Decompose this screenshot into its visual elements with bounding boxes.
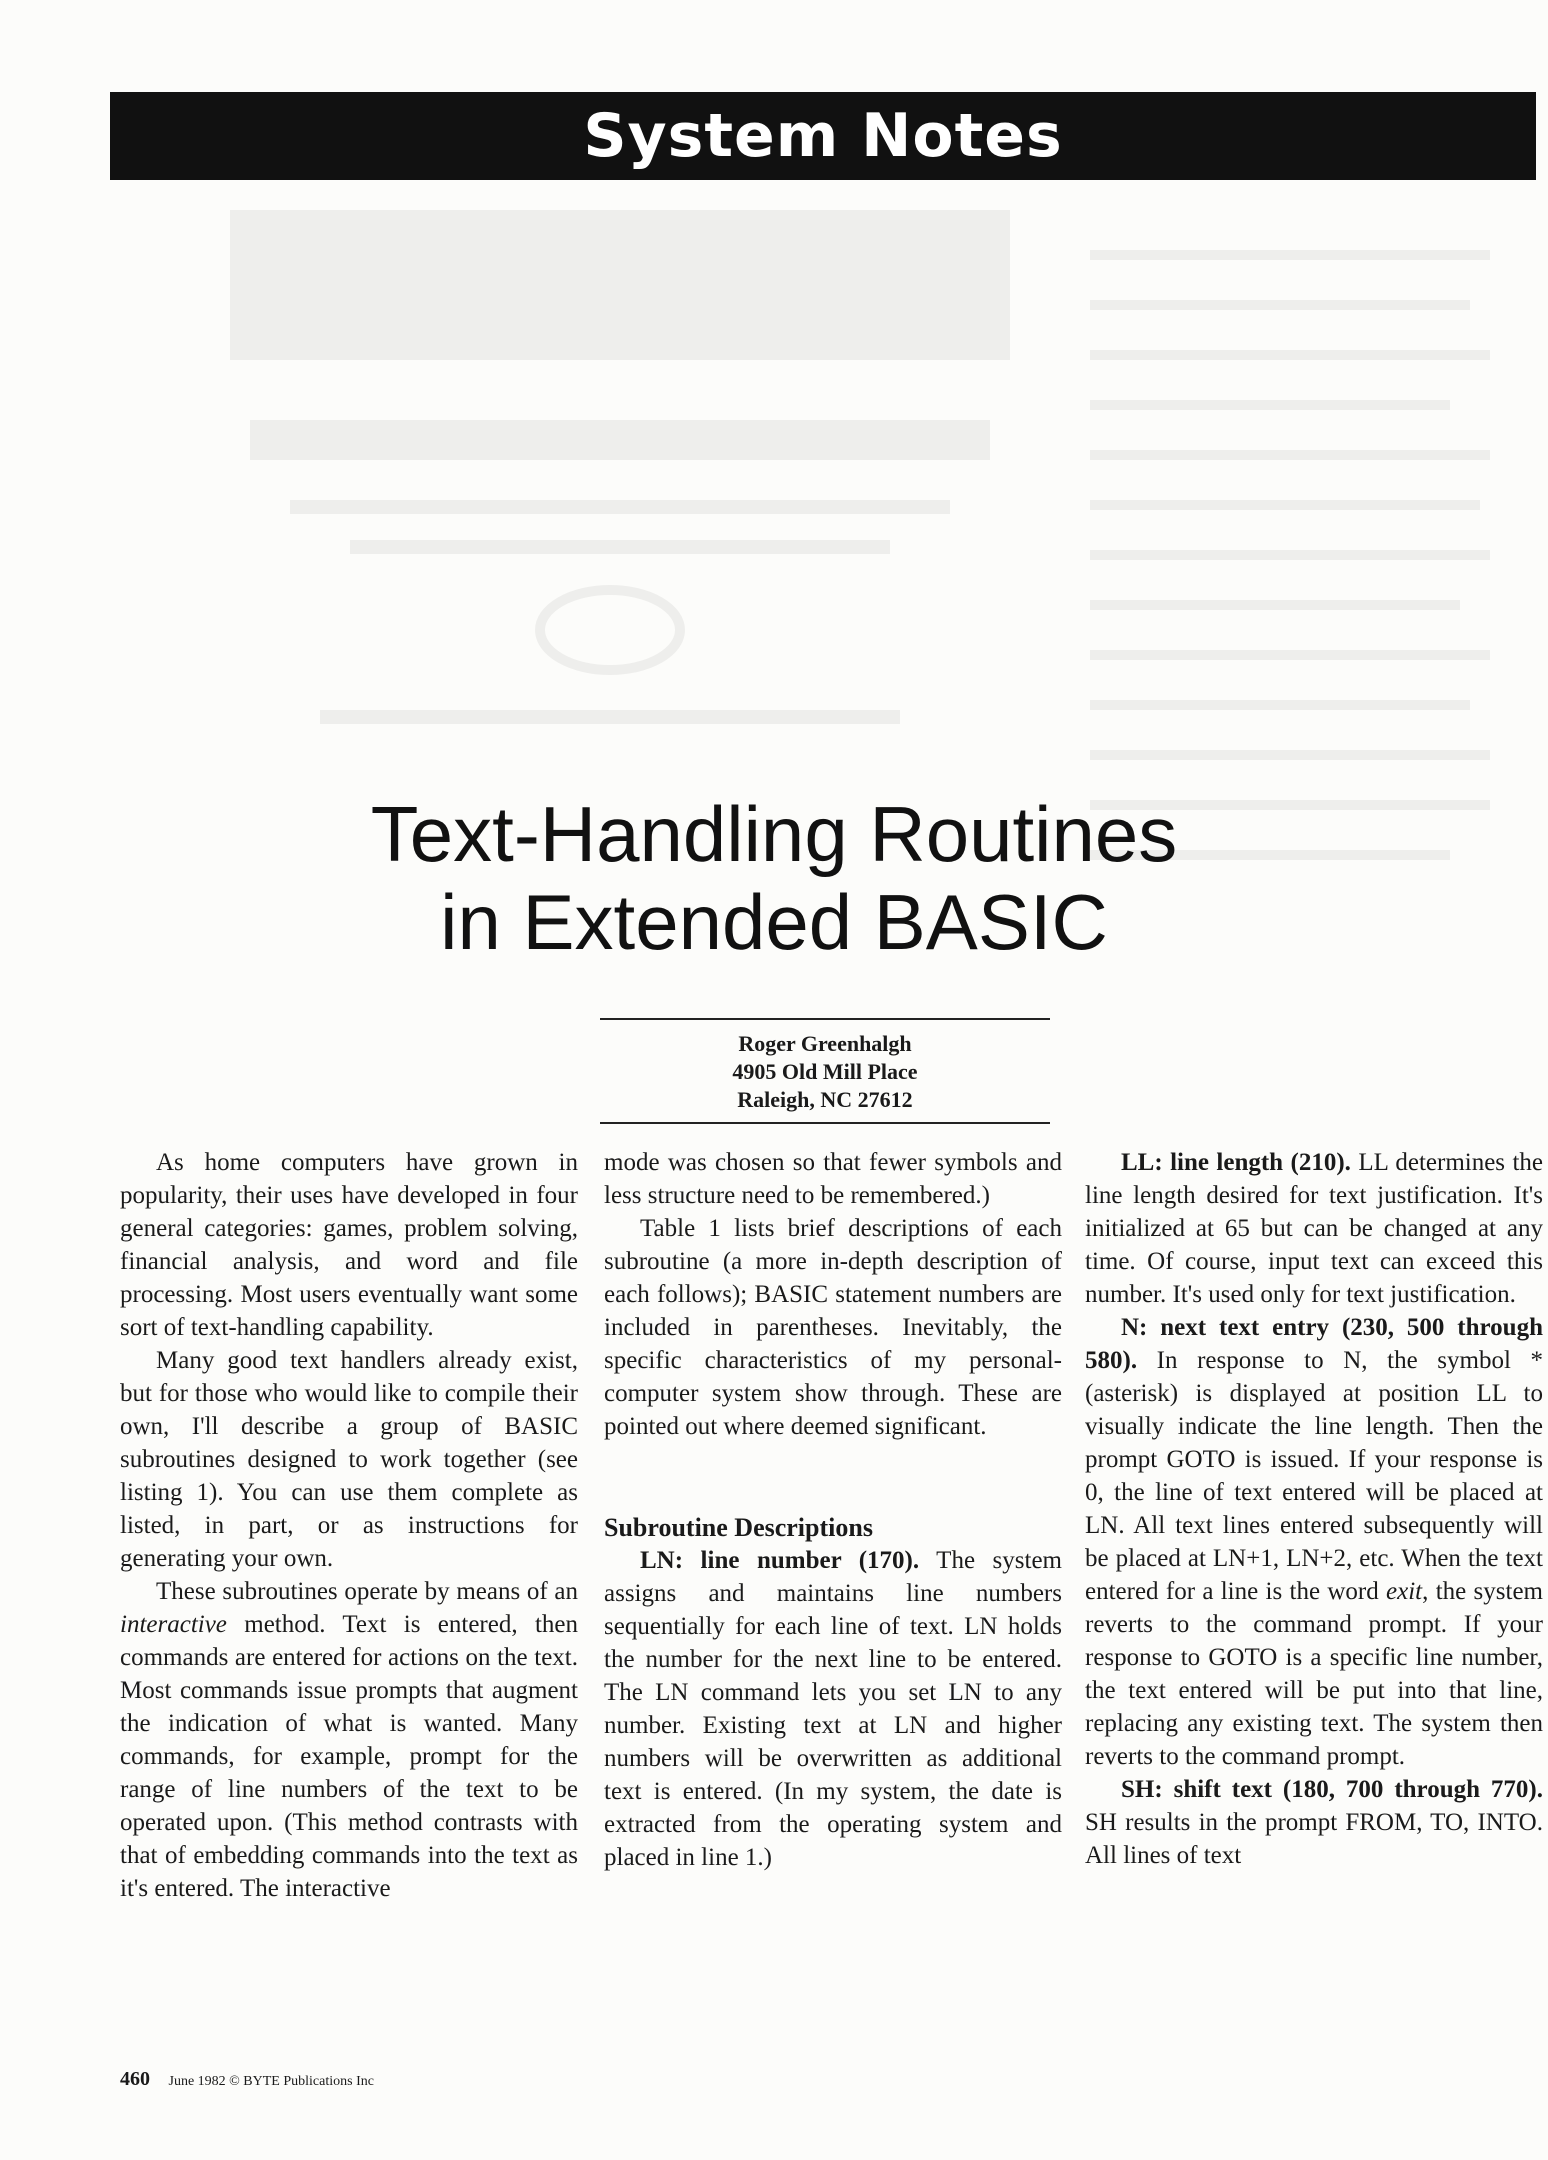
text-run: SH results in the prompt FROM, TO, INTO. All lines of text: [1085, 1809, 1543, 1869]
text-run: In response to N, the symbol * (asterisk) is displayed at position LL to visually indicate the line length. Then the prompt GOTO is issued. If your response is 0, the line of text entered will be placed at LN. All text lines entered subsequently will be placed at LN+1, LN+2, etc. When the text entered for a line is the word: [1085, 1347, 1543, 1605]
paragraph: Table 1 lists brief descriptions of each subroutine (a more in-depth description of each follows); BASIC statement numbers are included in parentheses. Inevitably, the specific characteristics of my personal-computer system show through. These are pointed out where deemed significant.: [604, 1215, 1062, 1440]
section-banner-title: System Notes: [583, 101, 1063, 171]
paragraph: [1085, 1146, 1543, 1311]
author-address-line-1: 4905 Old Mill Place: [732, 1059, 918, 1084]
section-heading: Subroutine Descriptions: [604, 1513, 873, 1542]
page-footer: [120, 2068, 374, 2093]
text-column-1: [120, 1146, 578, 1905]
text-run: method. Text is entered, then commands are entered for actions on the text. Most commands issue prompts that augment the indication of what is wanted. Many commands, for example, prompt for the range of line numbers of the text to be operated upon. (This method contrasts with that of embedding commands into the text as it's entered. The interactive: [120, 1611, 578, 1902]
text-run: LL determines the line length desired for text justification. It's initialized at 65 but can be changed at any time. Of course, input text can exceed this number. It's used only for text justification.: [1085, 1149, 1543, 1308]
author-address-line-2: Raleigh, NC 27612: [737, 1087, 913, 1112]
term-label: N: next text entry (230, 500 through 580).: [1085, 1314, 1543, 1374]
paragraph: [1085, 1773, 1543, 1872]
page-number: 460: [120, 2068, 150, 2090]
section-banner: [110, 92, 1536, 180]
publication-info: June 1982 © BYTE Publications Inc: [168, 2074, 374, 2089]
paragraph: mode was chosen so that fewer symbols and less structure need to be remembered.): [604, 1149, 1062, 1209]
text-column-3: [1085, 1146, 1543, 1872]
text-run: These subroutines operate by means of an: [156, 1578, 578, 1605]
paragraph: [1085, 1311, 1543, 1773]
term-label: LN: line number (170).: [640, 1547, 920, 1574]
article-title-line-2: in Extended BASIC: [440, 878, 1108, 966]
term-label: SH: shift text (180, 700 through 770).: [1121, 1776, 1543, 1803]
text-run: The system assigns and maintains line numbers sequentially for each line of text. LN holds the number for the next line to be entered. The LN command lets you set LN to any number. Existing text at LN and higher numbers will be overwritten as additional text is entered. (In my system, the date is extracted from the operating system and placed in line 1.): [604, 1547, 1062, 1871]
article-title: [0, 790, 1548, 966]
emphasis: interactive: [120, 1611, 227, 1638]
text-run: , the system reverts to the command prompt. If your response to GOTO is a specific line number, the text entered will be put into that line, replacing any existing text. The system then reverts to the command prompt.: [1085, 1578, 1543, 1770]
text-column-2: [604, 1146, 1062, 1874]
article-title-line-1: Text-Handling Routines: [370, 790, 1178, 878]
author-byline: [600, 1018, 1050, 1124]
paragraph: Many good text handlers already exist, but for those who would like to compile their own, I'll describe a group of BASIC subroutines designed to work together (see listing 1). You can use them complete as listed, in part, or as instructions for generating your own.: [120, 1347, 578, 1572]
author-name: Roger Greenhalgh: [738, 1031, 912, 1056]
paragraph: [604, 1544, 1062, 1874]
paragraph: As home computers have grown in popularity, their uses have developed in four general categories: games, problem solving, financial analysis, and word and file processing. Most users eventually want some sort of text-handling capability.: [120, 1149, 578, 1341]
term-label: LL: line length (210).: [1121, 1149, 1351, 1176]
emphasis: exit: [1386, 1578, 1423, 1605]
paragraph: [120, 1575, 578, 1905]
